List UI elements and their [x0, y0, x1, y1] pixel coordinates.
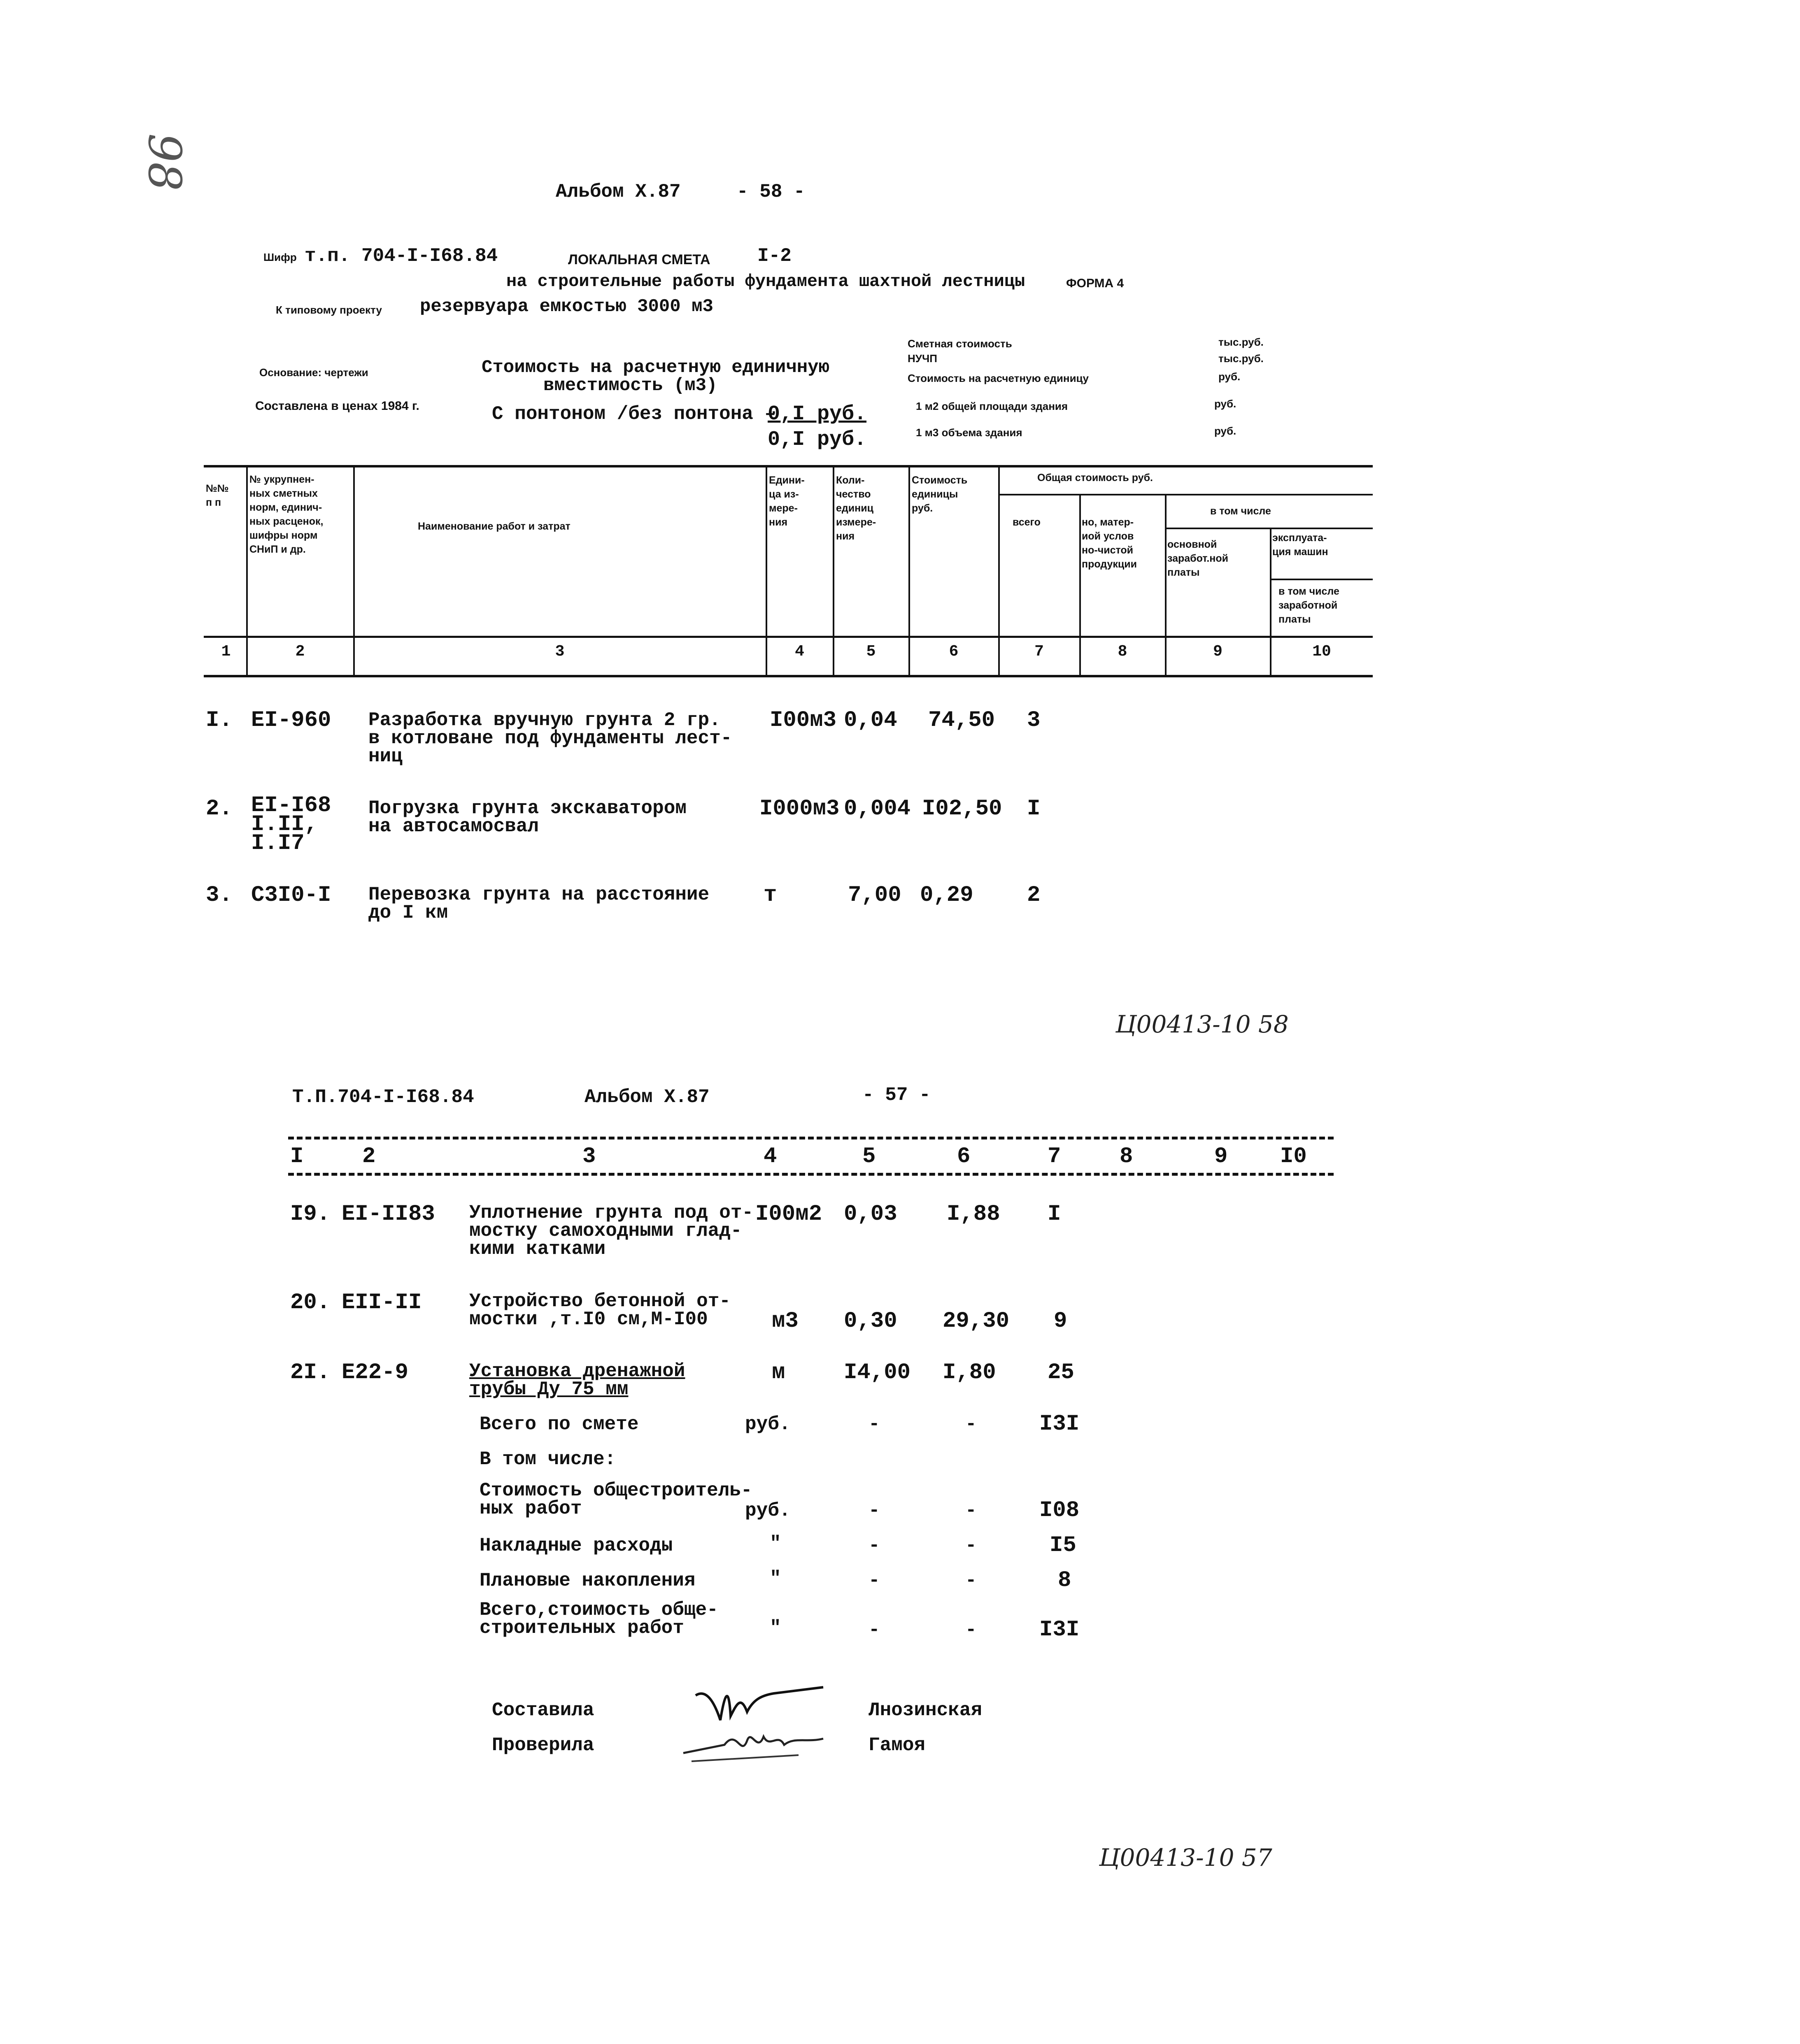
right-label-4: 1 м2 общей площади здания — [916, 400, 1068, 412]
row-num: 2I. — [290, 1360, 331, 1385]
row-total: 2 — [1027, 883, 1041, 908]
unit-cost-title-2: вместимость (м3) — [543, 375, 717, 396]
summary-col6: - — [965, 1535, 977, 1556]
summary-total: I3I — [1039, 1411, 1080, 1437]
summary-label: Всего по смете — [480, 1414, 639, 1435]
header-unit: Едини- ца из- мере- ния — [769, 474, 805, 528]
right-label-2: НУЧП — [908, 352, 937, 365]
code-label: Шифр — [263, 251, 297, 263]
code-value: Т.П.704-I-I68.84 — [292, 1086, 474, 1108]
row-total: 9 — [1054, 1309, 1067, 1334]
row-name: Перевозка грунта на расстояние до I км — [368, 884, 710, 923]
summary-col6: - — [965, 1570, 977, 1591]
summary-total: 8 — [1058, 1568, 1071, 1593]
col-number-7: 7 — [1034, 643, 1044, 660]
col-number-2: 2 — [362, 1144, 376, 1169]
checked-by-label: Проверила — [492, 1735, 594, 1756]
col-number-8: 8 — [1120, 1144, 1133, 1169]
archive-stamp-1: Ц00413-10 58 — [1115, 1010, 1289, 1038]
row-num: I. — [206, 708, 233, 733]
row-unit: т — [764, 883, 777, 908]
col-number-5: 5 — [866, 643, 876, 660]
col-number-4: 4 — [764, 1144, 777, 1169]
row-name: Погрузка грунта экскаватором на автосамосвал — [368, 798, 687, 837]
summary-col5: - — [869, 1500, 880, 1521]
col-number-3: 3 — [582, 1144, 596, 1169]
row-cost: I,88 — [947, 1202, 1000, 1227]
summary-including: В том числе: — [480, 1449, 616, 1470]
right-unit-4: руб. — [1214, 398, 1236, 410]
row-total: 3 — [1027, 708, 1041, 733]
col-number-1: 1 — [221, 643, 231, 660]
col-number-1: I — [290, 1144, 304, 1169]
header-total-group: Общая стоимость руб. — [1037, 472, 1153, 484]
col-number-7: 7 — [1048, 1144, 1061, 1169]
summary-label: Всего,стоимость обще- строительных работ — [480, 1599, 718, 1639]
signature-checked — [675, 1720, 840, 1770]
row-cost: 74,50 — [928, 708, 995, 733]
row-cost: 0,29 — [920, 883, 973, 908]
header-norms: № укрупнен- ных сметных норм, единич- ных расценок, шифры норм СНиП и др. — [249, 474, 324, 555]
right-unit-2: тыс.руб. — [1218, 352, 1264, 365]
header-qty: Коли- чество единиц измере- ния — [836, 474, 876, 542]
header-machines: эксплуата- ция машин — [1272, 532, 1328, 558]
row-cost: 29,30 — [943, 1309, 1010, 1334]
row-unit: I00м3 — [770, 708, 837, 733]
album-label: Альбом X.87 — [556, 181, 681, 202]
col-number-10: I0 — [1280, 1144, 1307, 1169]
row-qty: 0,04 — [844, 708, 897, 733]
row-name: Устройство бетонной от- мостки ,т.I0 см,М-I00 — [469, 1291, 731, 1330]
checked-by-name: Гамоя — [869, 1735, 926, 1756]
project-prefix: К типовому проекту — [276, 304, 382, 316]
row-code: EI-II83 — [342, 1202, 435, 1227]
summary-col5: - — [869, 1619, 880, 1641]
summary-unit: " — [770, 1533, 781, 1554]
row-unit: м — [772, 1360, 785, 1385]
col-number-10: 10 — [1312, 643, 1331, 660]
summary-total: I5 — [1050, 1533, 1076, 1558]
pontoon-value-2: 0,I руб. — [768, 428, 867, 451]
row-unit: I00м2 — [755, 1202, 822, 1227]
row-cost: I02,50 — [922, 796, 1002, 821]
table-border-top — [288, 1137, 1334, 1139]
row-cost: I,80 — [943, 1360, 996, 1385]
row-unit: I000м3 — [759, 796, 840, 821]
row-name: Уплотнение грунта под от- мостку самоходными глад- кими катками — [469, 1202, 754, 1260]
right-unit-1: тыс.руб. — [1218, 336, 1264, 348]
unit-cost-title: Стоимость на расчетную единичную — [482, 357, 829, 378]
row-total: 25 — [1048, 1360, 1074, 1385]
col-number-2: 2 — [295, 643, 305, 660]
summary-unit: " — [770, 1617, 781, 1639]
row-qty: 0,03 — [844, 1202, 897, 1227]
pontoon-label: С понтоном /без понтона – — [492, 403, 776, 425]
summary-total: I08 — [1039, 1498, 1080, 1523]
summary-col5: - — [869, 1535, 880, 1556]
row-name: Разработка вручную грунта 2 гр. в котловане под фундаменты лест- ниц — [368, 709, 732, 767]
summary-label: Накладные расходы — [480, 1535, 673, 1556]
compiled-prices: Составлена в ценах 1984 г. — [255, 399, 419, 413]
summary-col6: - — [965, 1414, 977, 1435]
header-name: Наименование работ и затрат — [418, 521, 571, 532]
row-total: I — [1048, 1202, 1061, 1227]
row-unit: м3 — [772, 1309, 799, 1334]
col-number-9: 9 — [1214, 1144, 1228, 1169]
page-number: - 58 - — [737, 181, 805, 202]
margin-note: 98 — [138, 133, 191, 191]
summary-label: Плановые накопления — [480, 1570, 696, 1591]
row-code: C3I0-I — [251, 883, 331, 908]
header-wages: основной заработ.ной платы — [1167, 539, 1228, 578]
code-value: т.п. 704-I-I68.84 — [305, 245, 498, 267]
doc-subject: на строительные работы фундамента шахтной лестницы — [506, 272, 1025, 291]
compiled-by-label: Составила — [492, 1700, 594, 1721]
header-machines-wages: в том числе заработной платы — [1278, 586, 1339, 625]
row-num: 2. — [206, 796, 233, 821]
col-number-5: 5 — [862, 1144, 876, 1169]
row-code: E22-9 — [342, 1360, 409, 1385]
form-label: ФОРМА 4 — [1066, 277, 1124, 290]
summary-label: Стоимость общестроитель- ных работ — [480, 1480, 752, 1519]
col-number-6: 6 — [949, 643, 959, 660]
row-qty: 0,004 — [844, 796, 911, 821]
header-incl: в том числе — [1210, 505, 1271, 517]
header-num: №№ п п — [206, 483, 229, 508]
col-number-4: 4 — [795, 643, 804, 660]
summary-col5: - — [869, 1414, 880, 1435]
compiled-by-name: Лнозинская — [869, 1700, 983, 1721]
summary-col6: - — [965, 1619, 977, 1641]
basis: Основание: чертежи — [259, 366, 368, 379]
summary-col6: - — [965, 1500, 977, 1521]
summary-unit: руб. — [745, 1414, 791, 1435]
row-qty: I4,00 — [844, 1360, 911, 1385]
header-unit-cost: Стоимость единицы руб. — [912, 474, 968, 514]
row-num: I9. — [290, 1202, 331, 1227]
row-code: EII-II — [342, 1290, 422, 1315]
right-unit-3: руб. — [1218, 370, 1241, 383]
row-code: EI-I68 I.II, I.I7 — [251, 793, 331, 856]
table-border-bottom — [288, 1173, 1334, 1176]
row-num: 3. — [206, 883, 233, 908]
right-label-1: Сметная стоимость — [908, 337, 1012, 350]
header-materials: но, матер- иой услов но-чистой продукции — [1082, 516, 1137, 570]
col-number-8: 8 — [1118, 643, 1127, 660]
row-name: Установка дренажной трубы Ду 75 мм — [469, 1360, 685, 1400]
summary-unit: " — [770, 1568, 781, 1589]
right-label-5: 1 м3 объема здания — [916, 426, 1022, 439]
summary-total: I3I — [1039, 1617, 1080, 1642]
doc-type: ЛОКАЛЬНАЯ СМЕТА — [568, 252, 710, 267]
row-qty: 0,30 — [844, 1309, 897, 1334]
row-qty: 7,00 — [848, 883, 901, 908]
header-total: всего — [1013, 516, 1041, 528]
col-number-9: 9 — [1213, 643, 1223, 660]
row-code: EI-960 — [251, 708, 331, 733]
page-number: - 57 - — [862, 1084, 931, 1106]
row-total: I — [1027, 796, 1041, 821]
archive-stamp-2: Ц00413-10 57 — [1099, 1844, 1272, 1872]
summary-unit: руб. — [745, 1500, 791, 1521]
right-unit-5: руб. — [1214, 425, 1236, 437]
doc-number: I-2 — [757, 245, 792, 267]
right-label-3: Стоимость на расчетную единицу — [908, 372, 1089, 384]
summary-col5: - — [869, 1570, 880, 1591]
pontoon-value-1: 0,I руб. — [768, 402, 867, 426]
row-num: 20. — [290, 1290, 331, 1315]
col-number-6: 6 — [957, 1144, 971, 1169]
col-number-3: 3 — [555, 643, 565, 660]
album-label: Альбом X.87 — [584, 1086, 710, 1108]
project-name: резервуара емкостью 3000 м3 — [420, 296, 713, 317]
